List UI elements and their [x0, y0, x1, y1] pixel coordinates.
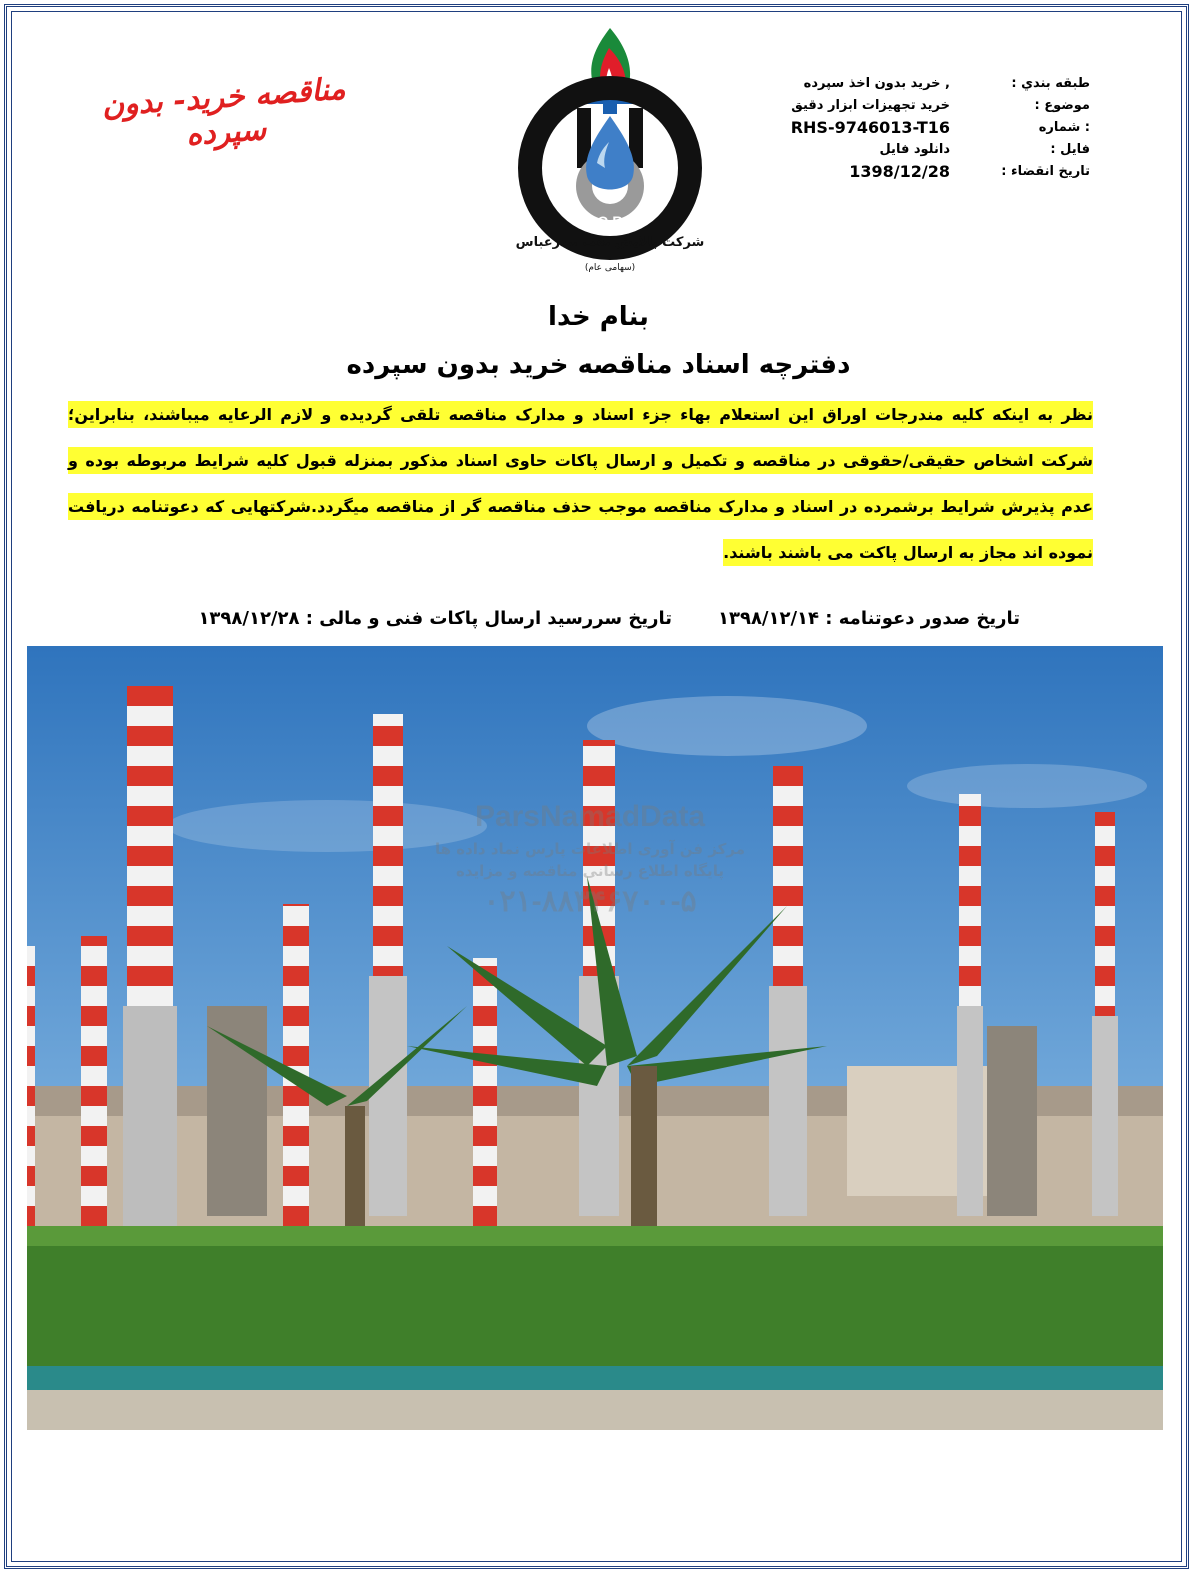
meta-label: فايل : [1050, 141, 1090, 157]
meta-row-category [760, 72, 1090, 94]
deadline-date: تاريخ سررسيد ارسال پاکات فنی و مالی : ۱۳۹۸/۱۲/۲۸ [198, 608, 672, 629]
watermark-phone: ۰۲۱-۸۸۳۴۶۷۰۰-۵ [483, 885, 697, 918]
watermark-line1: مرکز فن آوری اطلاعات پارس نماد داده ها [434, 840, 746, 858]
body-paragraph [68, 392, 1093, 576]
document-meta [760, 72, 1090, 182]
logo-abbr: B.O.R.C [583, 213, 637, 229]
meta-value: خريد تجهيزات ابزار دقيق [791, 97, 950, 113]
watermark-brand: ParsNamadData [474, 800, 706, 833]
logo-company-name: شرکت پالایش نفت بندرعباس [515, 235, 705, 250]
meta-label: طبقه بندي : [1011, 75, 1090, 91]
file-download-link[interactable]: دانلود فايل [879, 141, 950, 157]
page-heading: بنام خدا [548, 302, 649, 332]
logo-subtitle: (سهامی عام) [584, 263, 636, 273]
issue-date: تاريخ صدور دعوتنامه : ۱۳۹۸/۱۲/۱۴ [717, 608, 1020, 629]
document-title: دفترچه اسناد مناقصه خريد بدون سپرده [346, 350, 851, 380]
borc-logo [505, 18, 715, 280]
tender-stamp-text: مناقصه خرید- بدون سپرده [100, 71, 347, 153]
dates-line [180, 608, 1020, 629]
meta-row-subject [760, 94, 1090, 116]
refinery-photo [27, 646, 1163, 1430]
meta-value: RHS-9746013-T16 [790, 117, 950, 137]
meta-row-file [760, 138, 1090, 160]
meta-label: تاريخ انقضاء : [1001, 163, 1090, 179]
watermark-line2: پایگاه اطلاع رسانی مناقصه و مزایده [456, 862, 724, 880]
meta-label: موضوع : [1034, 97, 1090, 113]
meta-label: : شماره [1038, 119, 1090, 135]
highlighted-text: نظر به اینکه کلیه مندرجات اوراق این استعلام بهاء جزء اسناد و مدارک مناقصه تلقی گردیده و لازم الرعایه میباشند، بنابراین؛ شرکت اشخاص حقیقی/حقوقی در مناقصه و تکمیل و ارسال پاکات حاوی اسناد مذکور بمنزله قبول کلیه شرایط مربوطه بوده و عدم پذیرش شرایط برشمرده در اسناد و مدارک مناقصه موجب حذف مناقصه گر از مناقصه میگردد.شرکتهایی که دعوتنامه دریافت نموده اند مجاز به ارسال پاکت می باشند باشند. [68, 401, 1093, 566]
meta-row-expiry [760, 160, 1090, 182]
meta-value: 1398/12/28 [849, 161, 950, 181]
meta-value: , خريد بدون اخذ سپرده [803, 75, 950, 91]
meta-row-number [760, 116, 1090, 138]
